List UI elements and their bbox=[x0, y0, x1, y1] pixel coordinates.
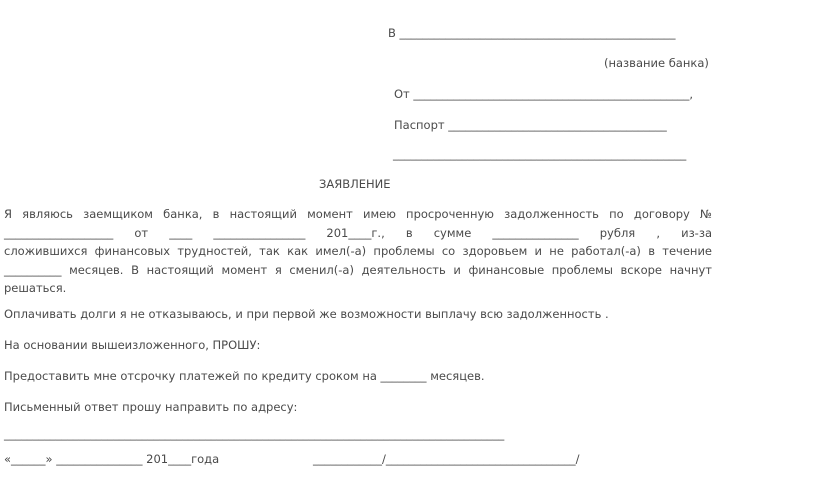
paragraph-repayment-intent: Оплачивать долги я не отказываюсь, и при первой же возможности выплачу всю задолженность . bbox=[4, 307, 609, 321]
bank-name-hint: (название банка) bbox=[604, 56, 709, 70]
paragraph-line: __________ месяцев. В настоящий момент я сменил(-а) деятельность и финансовые проблемы вскоре начнут bbox=[4, 262, 712, 277]
paragraph-line: сложившихся финансовых трудностей, так как имел(-а) проблемы со здоровьем и не работал(-а) в течение bbox=[4, 244, 712, 258]
paragraph-line: ___________________ от ____ ________________ 201____г., в сумме _______________ рубля , из-за bbox=[4, 225, 712, 240]
paragraph-line: Я являюсь заемщиком банка, в настоящий момент имею просроченную задолженность по договору № bbox=[4, 207, 712, 221]
passport-line: Паспорт ______________________________________ bbox=[394, 118, 667, 132]
paragraph-line: решаться. bbox=[4, 281, 67, 295]
paragraph-request-heading: На основании вышеизложенного, ПРОШУ: bbox=[4, 338, 261, 352]
signature-line: ____________/_________________________________/ bbox=[313, 452, 580, 466]
applicant-name-line: От ________________________________________________, bbox=[394, 87, 694, 101]
recipient-bank-line: В ________________________________________________ bbox=[388, 26, 676, 40]
paragraph-deferral-request: Предоставить мне отсрочку платежей по кредиту сроком на ________ месяцев. bbox=[4, 369, 485, 383]
paragraph-debt-explanation bbox=[4, 205, 712, 298]
extra-blank-line: ___________________________________________________ bbox=[393, 147, 687, 161]
address-blank-line: _______________________________________________________________________________________ bbox=[4, 427, 505, 441]
paragraph-reply-address: Письменный ответ прошу направить по адресу: bbox=[4, 400, 298, 414]
document-title: ЗАЯВЛЕНИЕ bbox=[319, 177, 391, 191]
date-line: «______» _______________ 201____года bbox=[4, 452, 220, 466]
